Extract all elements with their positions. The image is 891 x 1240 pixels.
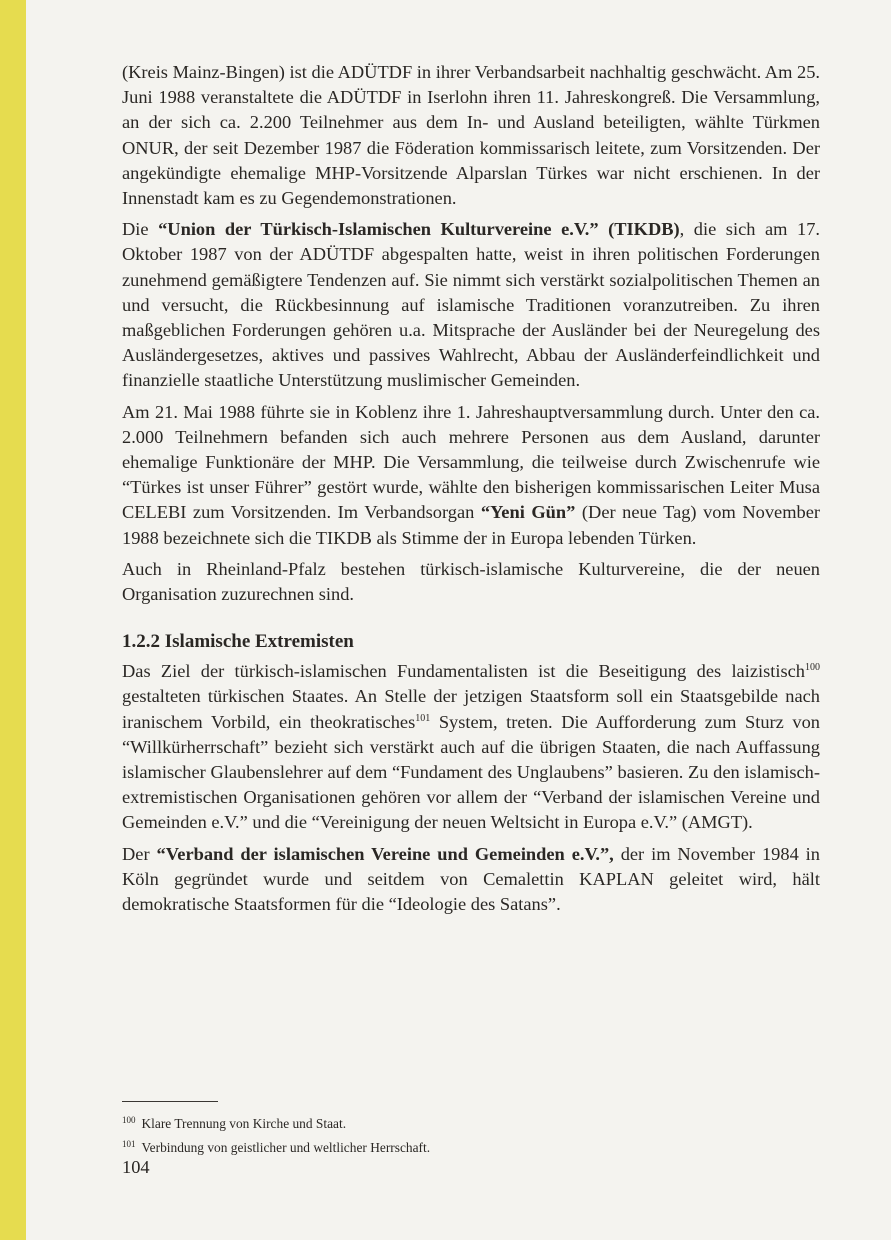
- paragraph-fundamentalists-part2: gestalteten türkischen Staates. An Stelle der jetzigen Staatsform soll ein Staatsgebilde nach iranischem Vorbild, ein theokratisches: [122, 686, 820, 732]
- footnote-101: [122, 1134, 820, 1158]
- paragraph-fundamentalists-part3: System, treten. Die Aufforderung zum Sturz von “Willkürherrschaft” bezieht sich verstärkt auch auf die übrigen Staaten, die nach Auffassung islamischer Glaubenslehrer auf dem “Fundament des Unglaubens” basieren. Zu den islamisch-extremistischen Organisationen gehören vor allem der “Verband der islamischen Vereine und Gemeinden e.V.” und die “Vereinigung der neuen Weltsicht in Europa e.V.” (AMGT).: [122, 711, 820, 833]
- footnote-text: Klare Trennung von Kirche und Staat.: [141, 1116, 347, 1131]
- paragraph-tikdb: [122, 217, 820, 393]
- paragraph-verband: [122, 842, 820, 918]
- footnote-100: [122, 1110, 820, 1134]
- section-heading: 1.2.2 Islamische Extremisten: [122, 631, 354, 653]
- footnote-number: 100: [122, 1115, 136, 1125]
- paragraph-fundamentalists: [122, 659, 820, 835]
- page-number: 104: [122, 1157, 150, 1177]
- footnotes: [122, 1110, 820, 1158]
- paragraph-assembly-rest: (Der neue Tag) vom November 1988 bezeichnete sich die TIKDB als Stimme der in Europa lebenden Türken.: [122, 502, 820, 548]
- paragraph-tikdb-rest: , die sich am 17. Oktober 1987 von der ADÜTDF abgespalten hatte, weist in ihren politischen Forderungen zunehmend gemäßigtere Tendenzen auf. Sie nimmt sich verstärkt sozialpolitischen Themen an und versucht, die Rückbesinnung auf islamische Traditionen voranzutreiben. Zu ihren maßgeblichen Forderungen gehören u.a. Mitsprache der Ausländer bei der Neuregelung des Ausländergesetzes, aktives und passives Wahlrecht, Abbau der Ausländerfeindlichkeit und finanzielle staatliche Unterstützung muslimischer Gemeinden.: [122, 219, 820, 391]
- paragraph-assembly-lead: Am 21. Mai 1988 führte sie in Koblenz ihre 1. Jahreshauptversammlung durch. Unter den ca. 2.000 Teilnehmern befanden sich auch mehrere Personen aus dem Ausland, darunter ehemalige Funktionäre der MHP. Die Versammlung, die teilweise durch Zwischenrufe wie “Türkes ist unser Führer” gestört wurde, wählte den bisherigen kommissarischen Leiter Musa CELEBI zum Vorsitzenden. Im Verbandsorgan: [122, 401, 820, 523]
- page-edge-stripe: [0, 0, 26, 1240]
- footnote-reference-100[interactable]: 100: [805, 662, 820, 674]
- paragraph-tikdb-lead: Die: [122, 219, 159, 240]
- page-body: [122, 60, 820, 923]
- paragraph-verband-bold-name: “Verband der islamischen Vereine und Gemeinden e.V.”,: [156, 843, 614, 864]
- paragraph-tikdb-bold-name: “Union der Türkisch-Islamischen Kulturvereine e.V.” (TIKDB): [158, 219, 680, 240]
- footnote-number: 101: [122, 1139, 136, 1149]
- paragraph-fundamentalists-part1: Das Ziel der türkisch-islamischen Fundamentalisten ist die Beseitigung des laizistisch: [122, 661, 805, 682]
- footnote-reference-101[interactable]: 101: [415, 712, 431, 724]
- paragraph-adutdf-congress: (Kreis Mainz-Bingen) ist die ADÜTDF in ihrer Verbandsarbeit nachhaltig geschwächt. Am 25. Juni 1988 veranstaltete die ADÜTDF in Iserlohn ihren 11. Jahreskongreß. Die Versammlung, an der sich ca. 2.200 Teilnehmer aus dem In- und Ausland beteiligten, wählte Türkmen ONUR, der seit Dezember 1987 die Föderation kommissarisch leitete, zum Vorsitzenden. Der angekündigte ehemalige MHP-Vorsitzende Alparslan Türkes war nicht erschienen. In der Innenstadt kam es zu Gegendemonstrationen.: [122, 62, 820, 209]
- paragraph-verband-rest: der im November 1984 in Köln gegründet wurde und seitdem von Cemalettin KAPLAN geleitet wird, hält demokratische Staatsformen für die “Ideologie des Satans”.: [122, 843, 820, 915]
- footnote-separator: [122, 1101, 218, 1102]
- paragraph-rheinland-pfalz: Auch in Rheinland-Pfalz bestehen türkisch-islamische Kulturvereine, die der neuen Organisation zuzurechnen sind.: [122, 558, 820, 605]
- paragraph-tikdb-assembly: [122, 400, 820, 551]
- footnote-text: Verbindung von geistlicher und weltlicher Herrschaft.: [141, 1140, 431, 1155]
- paragraph-assembly-bold-title: “Yeni Gün”: [480, 502, 576, 523]
- paragraph-verband-lead: Der: [122, 843, 157, 864]
